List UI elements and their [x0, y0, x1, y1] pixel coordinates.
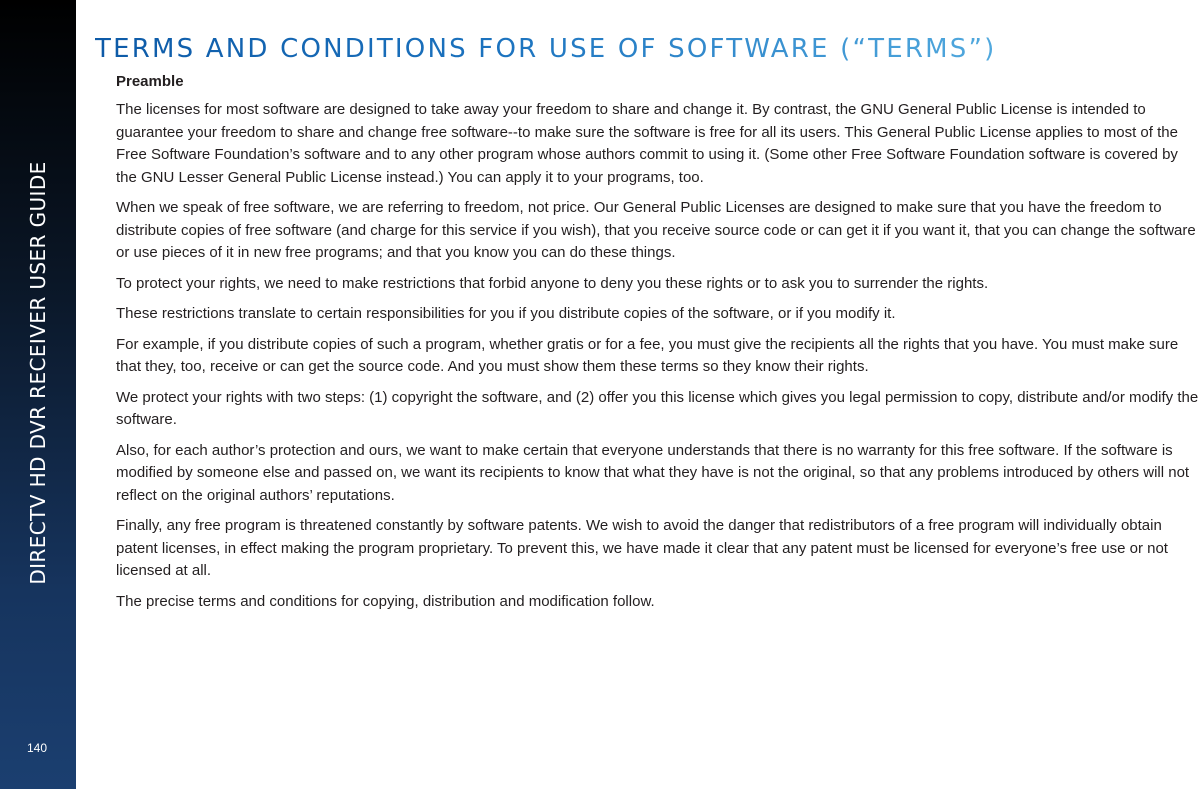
- paragraph: Also, for each author’s protection and ours, we want to make certain that everyone understands that there is no warranty for this free software. If the software is modified by someone else and passed on, we want its recipients to know that what they have is not the original, so that any problems introduced by others will not reflect on the original authors’ reputations.: [116, 441, 1190, 504]
- paragraph: Finally, any free program is threatened constantly by software patents. We wish to avoid the danger that redistributors of a free program will individually obtain patent licenses, in effect making the program proprietary. To prevent this, we have made it clear that any patent must be licensed for everyone’s free use or not licensed at all.: [116, 517, 1168, 579]
- sidebar: [0, 0, 76, 789]
- guide-title-vertical: DIRECTV HD DVR RECEIVER USER GUIDE: [26, 161, 50, 585]
- page-title: TERMS AND CONDITIONS FOR USE OF SOFTWARE (“TERMS”): [95, 34, 997, 64]
- page-number: 140: [27, 741, 48, 755]
- paragraph: The licenses for most software are designed to take away your freedom to share and change it. By contrast, the GNU General Public License is intended to guarantee your freedom to share and change free software--to make sure the software is free for all its users. This General Public License applies to most of the Free Software Foundation’s software and to any other program whose authors commit to using it. (Some other Free Software Foundation software is covered by the GNU Lesser General Public License instead.) You can apply it to your programs, too.: [116, 101, 1178, 186]
- paragraph: We protect your rights with two steps: (1) copyright the software, and (2) offer you this license which gives you legal permission to copy, distribute and/or modify the software.: [116, 388, 1199, 428]
- paragraph: When we speak of free software, we are referring to freedom, not price. Our General Public Licenses are designed to make sure that you have the freedom to distribute copies of free software (and charge for this service if you wish), that you receive source code or can get it if you want it, that you can change the software or use pieces of it in new free programs; and that you know you can do these things.: [116, 199, 1196, 261]
- paragraph: The precise terms and conditions for copying, distribution and modification follow.: [116, 592, 655, 610]
- paragraph: To protect your rights, we need to make restrictions that forbid anyone to deny you these rights or to ask you to surrender the rights.: [116, 274, 989, 292]
- document-body: [116, 70, 1201, 621]
- paragraph: For example, if you distribute copies of such a program, whether gratis or for a fee, you must give the recipients all the rights that you have. You must make sure that they, too, receive or can get the source code. And you must show them these terms so they know their rights.: [116, 335, 1179, 375]
- section-heading: Preamble: [116, 73, 184, 90]
- paragraph: These restrictions translate to certain responsibilities for you if you distribute copies of the software, or if you modify it.: [116, 305, 896, 322]
